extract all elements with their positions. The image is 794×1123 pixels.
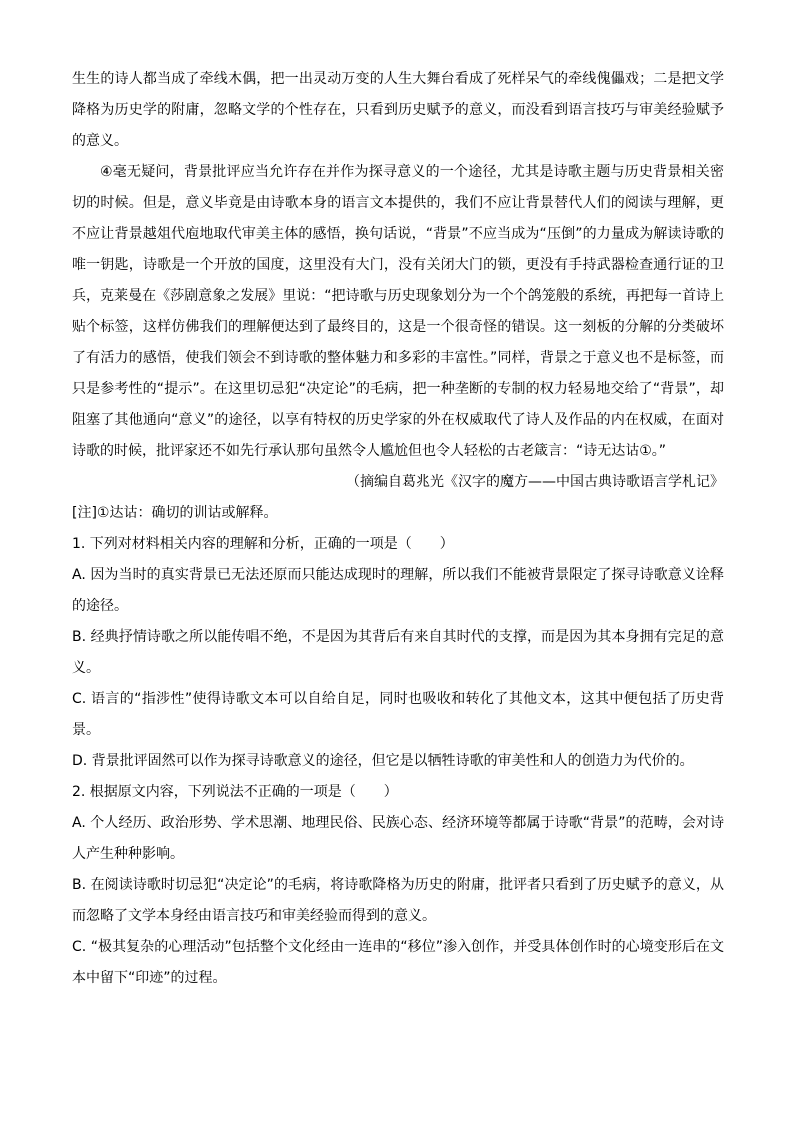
- question-1-stem: 1. 下列对材料相关内容的理解和分析，正确的一项是（ ）: [72, 536, 454, 552]
- question-1-option-c: C. 语言的“指涉性”使得诗歌文本可以自给自足，同时也吸收和转化了其他文本，这其中便包括了历史背景。: [72, 691, 724, 738]
- question-2-option-c: C. “极其复杂的心理活动”包括整个文化经由一连串的“移位”渗入创作，并受具体创作时的心境变形后在文本中留下“印迹”的过程。: [72, 939, 724, 986]
- question-2-stem: 2. 根据原文内容，下列说法不正确的一项是（ ）: [72, 784, 398, 800]
- question-1-option-b: B. 经典抒情诗歌之所以能传唱不绝，不是因为其背后有来自其时代的支撑，而是因为其本身拥有完足的意义。: [72, 629, 724, 676]
- passage-paragraph-continuation: 生生的诗人都当成了牵线木偶，把一出灵动万变的人生大舞台看成了死样呆气的牵线傀儡戏；二是把文学降格为历史学的附庸，忽略文学的个性存在，只看到历史赋予的意义，而没看到语言技巧与审美经验赋予的意义。: [72, 71, 724, 149]
- question-1-option-d: D. 背景批评固然可以作为探寻诗歌意义的途径，但它是以牺牲诗歌的审美性和人的创造力为代价的。: [72, 753, 694, 769]
- passage-source: （摘编自葛兆光《汉字的魔方——中国古典诗歌语言学札记》: [346, 474, 724, 490]
- passage-paragraph-4: ④毫无疑问，背景批评应当允许存在并作为探寻意义的一个途径，尤其是诗歌主题与历史背景相关密切的时候。但是，意义毕竟是由诗歌本身的语言文本提供的，我们不应让背景替代人们的阅读与理解，更不应让背景越俎代庖地取代审美主体的感悟，换句话说，“背景”不应当成为“压倒”的力量成为解读诗歌的唯一钥匙，诗歌是一个开放的国度，这里没有大门，没有关闭大门的锁，更没有手持武器检查通行证的卫兵，克莱曼在《莎剧意象之发展》里说：“把诗歌与历史现象划分为一个个鸽笼般的系统，再把每一首诗上贴个标签，这样仿佛我们的理解便达到了最终目的，这是一个很奇怪的错误。这一刻板的分解的分类破坏了有活力的感悟，使我们领会不到诗歌的整体魅力和多彩的丰富性。”同样，背景之于意义也不是标签，而只是参考性的“提示”。在这里切忌犯“决定论”的毛病，把一种垄断的专制的权力轻易地交给了“背景”，却阻塞了其他通向“意义”的途径，以享有特权的历史学家的外在权威取代了诗人及作品的内在权威，在面对诗歌的时候，批评家还不如先行承认那句虽然令人尴尬但也令人轻松的古老箴言：“诗无达诂①。”: [72, 164, 724, 459]
- question-2-option-b: B. 在阅读诗歌时切忌犯“决定论”的毛病，将诗歌降格为历史的附庸，批评者只看到了历史赋予的意义，从而忽略了文学本身经由语言技巧和审美经验而得到的意义。: [72, 877, 724, 924]
- document-body: [72, 64, 724, 994]
- question-2-option-a: A. 个人经历、政治形势、学术思潮、地理民俗、民族心态、经济环境等都属于诗歌“背景”的范畴，会对诗人产生种种影响。: [72, 815, 724, 862]
- question-1-option-a: A. 因为当时的真实背景已无法还原而只能达成现时的理解，所以我们不能被背景限定了探寻诗歌意义诠释的途径。: [72, 567, 724, 614]
- footnote: [注]①达诂：确切的训诂或解释。: [72, 505, 278, 521]
